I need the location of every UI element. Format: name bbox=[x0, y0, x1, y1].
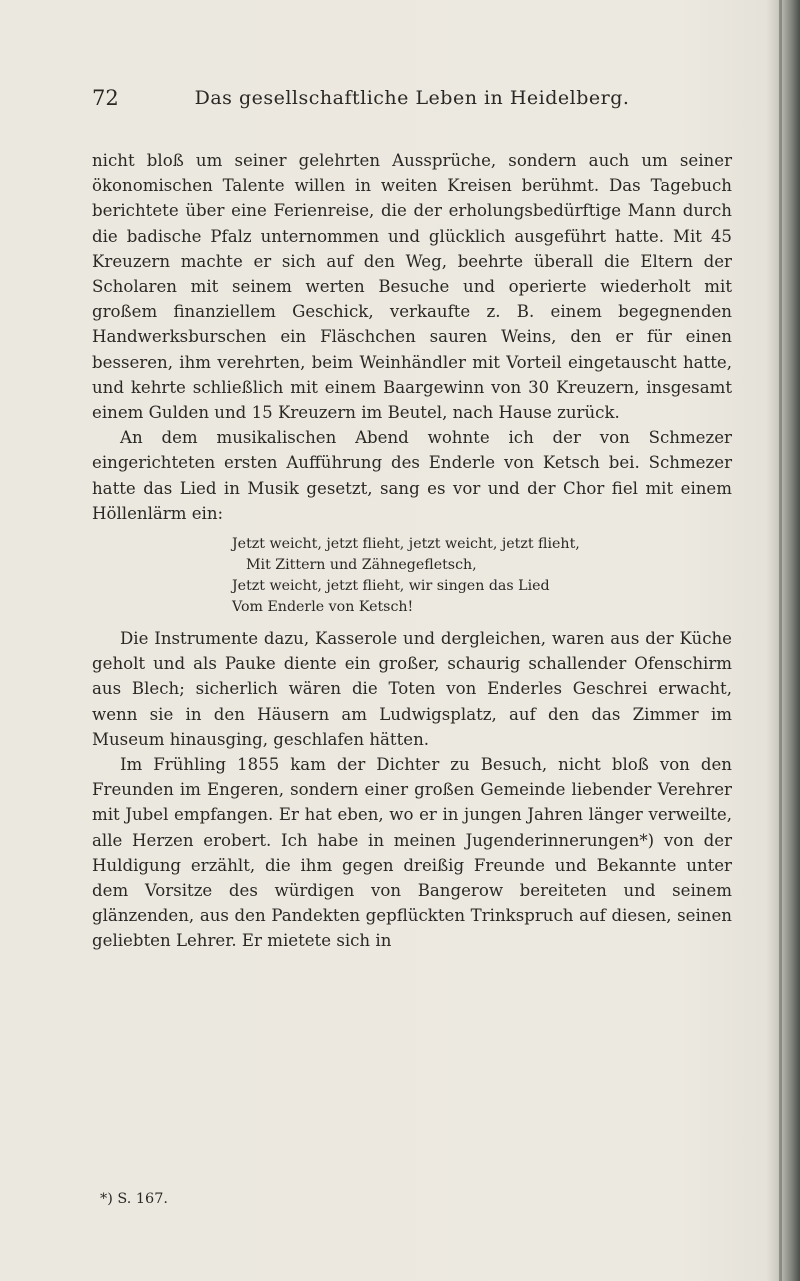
page-header bbox=[92, 86, 732, 116]
paragraph: Im Frühling 1855 kam der Dichter zu Besuch, nicht bloß von den Freunden im Engeren, sondern einer großen Gemeinde liebender Verehrer mit Jubel empfangen. Er hat eben, wo er in jungen Jahren länger verweilte, alle Herzen erobert. Ich habe in meinen Jugenderinnerungen*) von der Huldigung erzählt, die ihm gegen dreißig Freunde und Bekannte unter dem Vorsitze des würdigen von Bangerow bereiteten und seinem glänzenden, aus den Pandekten gepflückten Trinkspruch auf diesen, seinen geliebten Lehrer. Er mietete sich in bbox=[92, 755, 732, 951]
page-edge-shadow bbox=[766, 0, 800, 1281]
running-title: Das gesellschaftliche Leben in Heidelberg. bbox=[194, 87, 630, 109]
verse-line: Jetzt weicht, jetzt flieht, jetzt weicht, jetzt flieht, bbox=[232, 536, 580, 553]
verse-block bbox=[92, 534, 732, 618]
paragraph: Die Instrumente dazu, Kasserole und dergleichen, waren aus der Küche geholt und als Pauke diente ein großer, schaurig schallender Ofenschirm aus Blech; sicherlich wären die Toten von Enderles Geschrei erwacht, wenn sie in den Häusern am Ludwigsplatz, auf den das Zimmer im Museum hinausging, geschlafen hätten. bbox=[92, 629, 732, 749]
verse-line: Mit Zittern und Zähnegefletsch, bbox=[246, 557, 477, 574]
body-text bbox=[92, 148, 732, 954]
verse-line: Jetzt weicht, jetzt flieht, wir singen das Lied bbox=[232, 578, 550, 595]
verse-line: Vom Enderle von Ketsch! bbox=[232, 599, 414, 616]
page-number: 72 bbox=[92, 86, 119, 110]
footnote: *) S. 167. bbox=[100, 1191, 168, 1207]
paragraph: An dem musikalischen Abend wohnte ich der von Schmezer eingerichteten ersten Aufführung des Enderle von Ketsch bei. Schmezer hatte das Lied in Musik gesetzt, sang es vor und der Chor fiel mit einem Höllenlärm ein: bbox=[92, 428, 732, 523]
paragraph: nicht bloß um seiner gelehrten Aussprüche, sondern auch um seiner ökonomischen Talente willen in weiten Kreisen berühmt. Das Tagebuch berichtete über eine Ferienreise, die der erholungsbedürftige Mann durch die badische Pfalz unternommen und glücklich ausgeführt hatte. Mit 45 Kreuzern machte er sich auf den Weg, beehrte überall die Eltern der Scholaren mit seinem werten Besuche und operierte wiederholt mit großem finanziellem Geschick, verkaufte z. B. einem begegnenden Handwerksburschen ein Fläschchen sauren Weins, den er für einen besseren, ihm verehrten, beim Weinhändler mit Vorteil eingetauscht hatte, und kehrte schließlich mit einem Baargewinn von 30 Kreuzern, insgesamt einem Gulden und 15 Kreuzern im Beutel, nach Hause zurück. bbox=[92, 151, 732, 423]
